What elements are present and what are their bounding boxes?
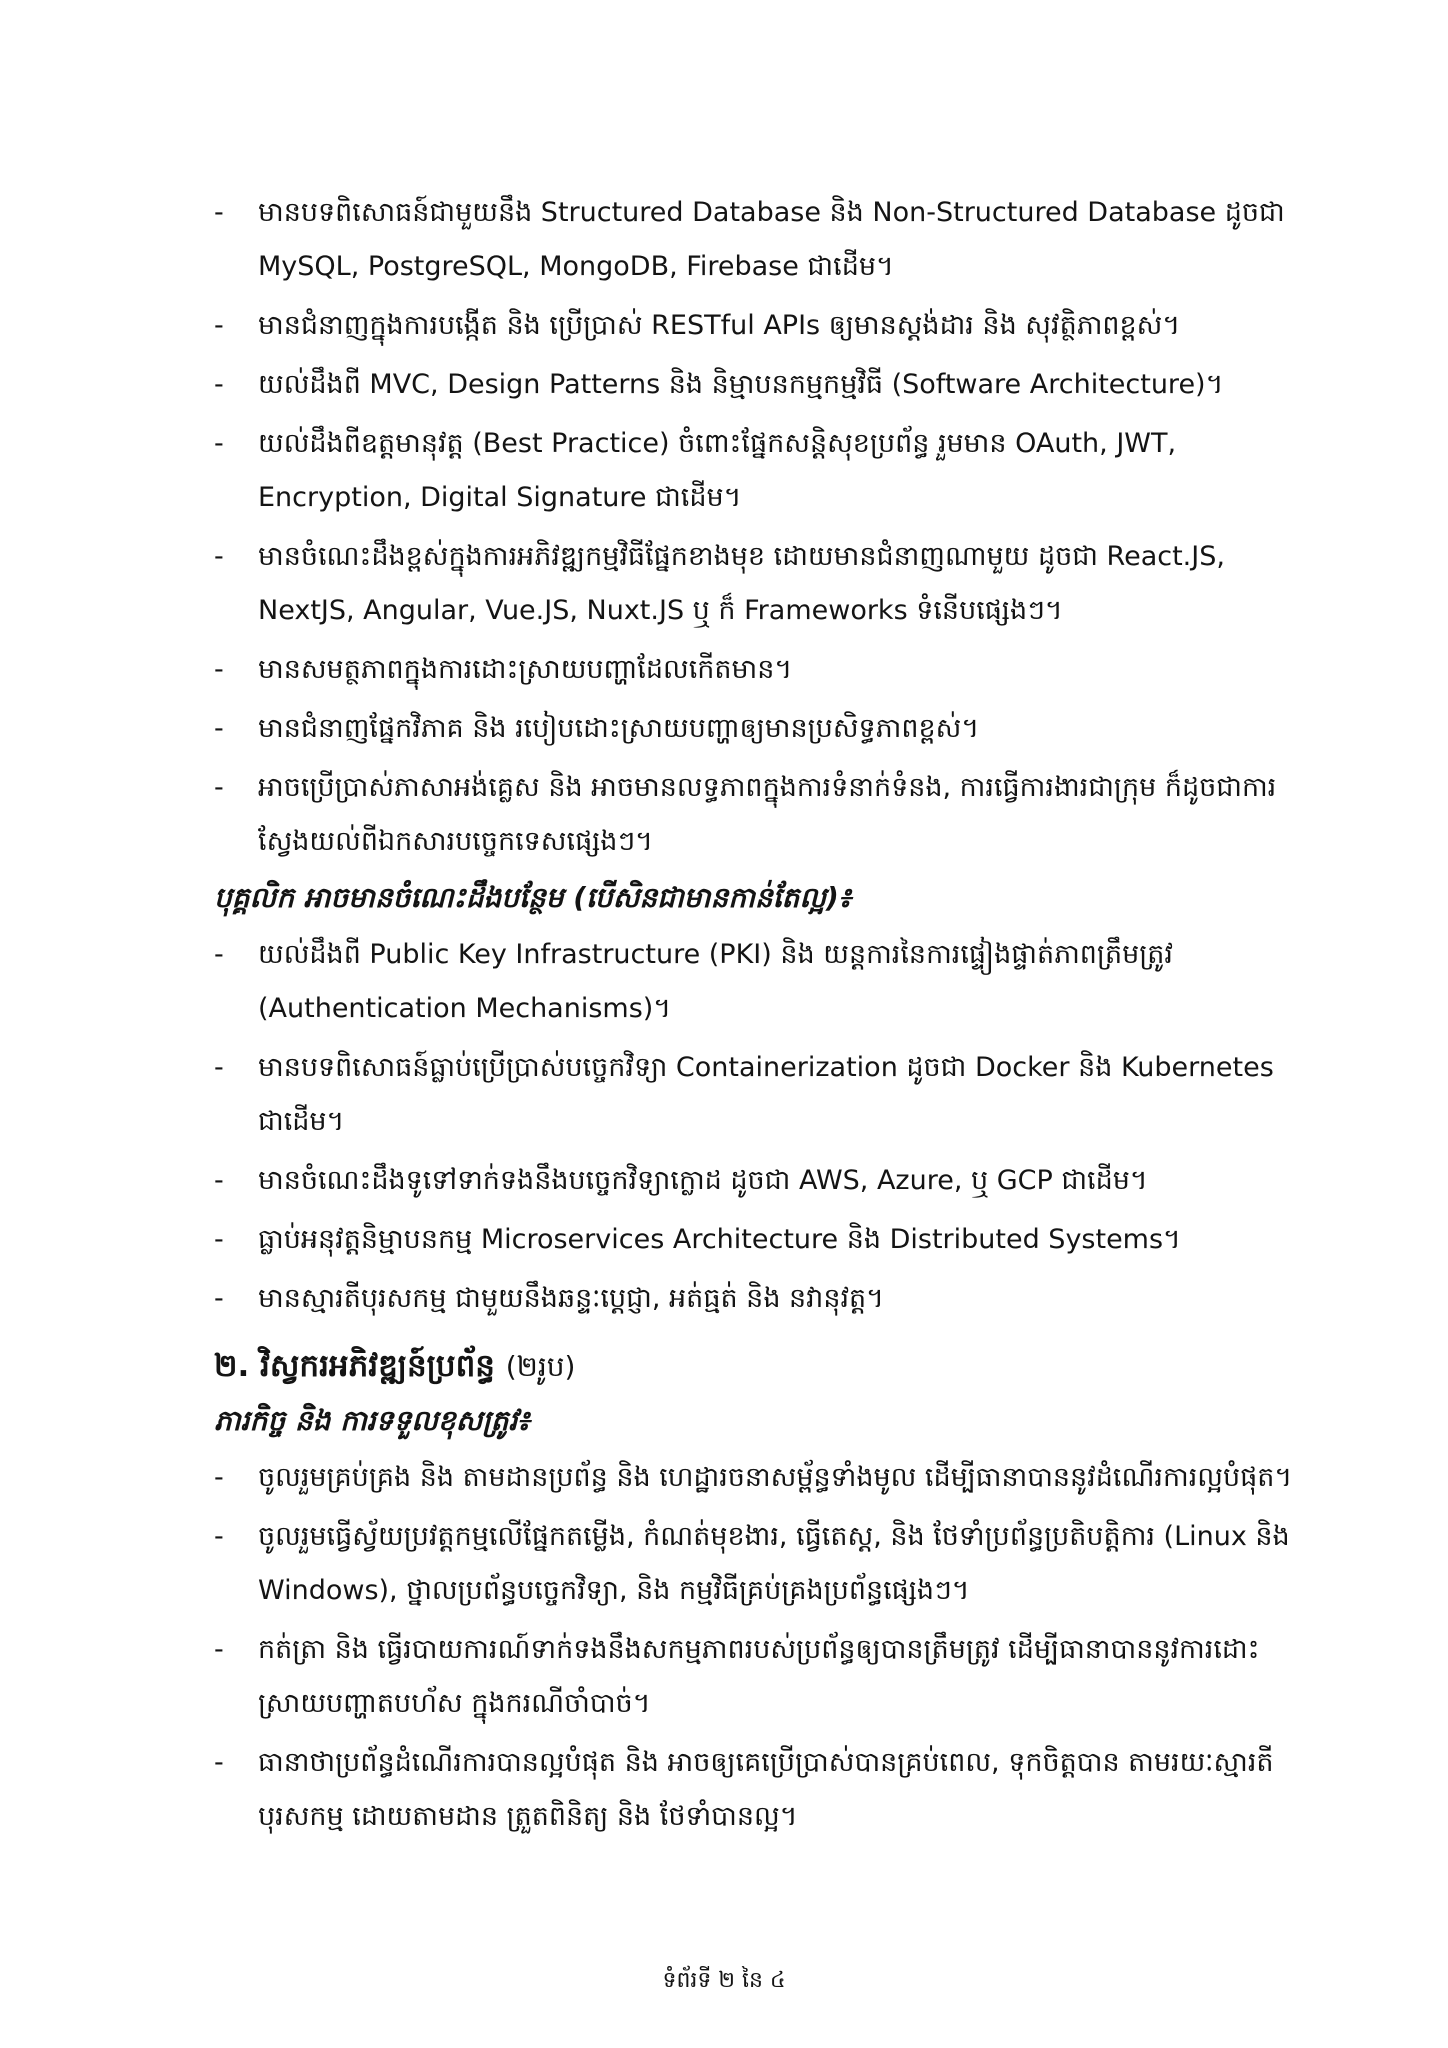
bullet-dash: - <box>214 1224 224 1255</box>
bullet-dash: - <box>214 541 224 572</box>
requirements-list <box>0 186 1448 869</box>
list-item-text: យល់ដឹងពី MVC, Design Patterns និង និម្មាបនកម្មកម្មវិធី (Software Architecture)។ <box>258 369 1224 400</box>
list-item <box>0 761 1448 869</box>
bullet-dash: - <box>214 1052 224 1083</box>
list-item-text: មានស្មារតីបុរសកម្ម ជាមួយនឹងឆន្ទៈប្តេជ្ញា, អត់ធ្មត់ និង នវានុវត្ត។ <box>258 1283 884 1314</box>
list-item <box>0 1154 1448 1208</box>
duties-list <box>0 1451 1448 1844</box>
bullet-dash: - <box>214 772 224 803</box>
bullet-dash: - <box>214 1462 224 1493</box>
section-2-title-text: ២. វិស្វករអភិវឌ្ឍន៍ប្រព័ន្ធ <box>214 1348 495 1384</box>
list-item-text: កត់ត្រា និង ធ្វើរបាយការណ៍ទាក់ទងនឹងសកម្មភាពរបស់ប្រព័ន្ធឲ្យបានត្រឹមត្រូវ ដើម្បីធានាបាននូវការដោះស្រាយបញ្ហាតបហ័ស ក្នុងករណីចាំបាច់។ <box>258 1634 1260 1719</box>
list-item-text: មានបទពិសោធន៍ជាមួយនឹង Structured Database និង Non-Structured Database ដូចជា MySQL, PostgreSQL, MongoDB, Firebase ជាដើម។ <box>258 197 1285 282</box>
bonus-knowledge-heading: បុគ្គលិក អាចមានចំណេះដឹងបន្ថែម (បើសិនជាមានកាន់តែល្អ)៖ <box>214 881 852 914</box>
list-item <box>0 643 1448 697</box>
list-item-text: យល់ដឹងពី Public Key Infrastructure (PKI) និង យន្តការនៃការផ្ទៀងផ្ទាត់ភាពត្រឹមត្រូវ (Authentication Mechanisms)។ <box>258 939 1173 1024</box>
list-item <box>0 1623 1448 1731</box>
duties-heading: ភារកិច្ច និង ការទទួលខុសត្រូវ៖ <box>214 1404 530 1437</box>
list-item-text: ចូលរួមធ្វើស្វ័យប្រវត្តកម្មលើផ្នែកតម្លើង, កំណត់មុខងារ, ធ្វើតេស្ត, និង ថែទាំប្រព័ន្ធប្រតិបត្តិការ (Linux និង Windows), ថ្នាលប្រព័ន្ធបច្ចេកវិទ្យា, និង កម្មវិធីគ្រប់គ្រងប្រព័ន្ធផ្សេងៗ។ <box>258 1521 1290 1606</box>
list-item-text: ចូលរួមគ្រប់គ្រង និង តាមដានប្រព័ន្ធ និង ហេដ្ឋារចនាសម្ព័ន្ធទាំងមូល ដើម្បីធានាបាននូវដំណើរការល្អបំផុត។ <box>258 1462 1293 1493</box>
bullet-dash: - <box>214 310 224 341</box>
bullet-dash: - <box>214 939 224 970</box>
bullet-dash: - <box>214 1634 224 1665</box>
list-item-text: មានចំណេះដឹងទូទៅទាក់ទងនឹងបច្ចេកវិទ្យាក្លោដ ដូចជា AWS, Azure, ឬ GCP ជាដើម។ <box>258 1165 1148 1196</box>
list-item <box>0 299 1448 353</box>
list-item-text: មានចំណេះដឹងខ្ពស់ក្នុងការអភិវឌ្ឍកម្មវិធីផ្នែកខាងមុខ ដោយមានជំនាញណាមួយ ដូចជា React.JS, NextJS, Angular, Vue.JS, Nuxt.JS ឬ ក៏ Frameworks ទំនើបផ្សេងៗ។ <box>258 541 1225 626</box>
bullet-dash: - <box>214 1747 224 1778</box>
list-item-text: អាចប្រើប្រាស់ភាសាអង់គ្លេស និង អាចមានលទ្ធភាពក្នុងការទំនាក់ទំនង, ការធ្វើការងារជាក្រុម ក៏ដូចជាការស្វែងយល់ពីឯកសារបច្ចេកទេសផ្សេងៗ។ <box>258 772 1277 857</box>
list-item-text: យល់ដឹងពីឧត្តមានុវត្ត (Best Practice) ចំពោះផ្នែកសន្តិសុខប្រព័ន្ធ រួមមាន OAuth, JWT, Encryption, Digital Signature ជាដើម។ <box>258 428 1177 513</box>
list-item <box>0 1213 1448 1267</box>
list-item <box>0 1451 1448 1505</box>
list-item-text: មានជំនាញផ្នែកវិភាគ និង របៀបដោះស្រាយបញ្ហាឲ្យមានប្រសិទ្ធភាពខ្ពស់។ <box>258 713 980 744</box>
list-item-text: ធ្លាប់អនុវត្តនិម្មាបនកម្ម Microservices Architecture និង Distributed Systems។ <box>258 1224 1181 1255</box>
list-item <box>0 702 1448 756</box>
section-2-title <box>0 1336 1448 1397</box>
bullet-dash: - <box>214 369 224 400</box>
bonus-knowledge-list <box>0 928 1448 1326</box>
list-item <box>0 530 1448 638</box>
section-2-count: (២រូប) <box>505 1350 576 1383</box>
list-item <box>0 1272 1448 1326</box>
list-item <box>0 358 1448 412</box>
list-item <box>0 1510 1448 1618</box>
bullet-dash: - <box>214 428 224 459</box>
list-item-text: មានបទពិសោធន៍ធ្លាប់ប្រើប្រាស់បច្ចេកវិទ្យា Containerization ដូចជា Docker និង Kubernetes ជាដើម។ <box>258 1052 1274 1137</box>
bullet-dash: - <box>214 197 224 228</box>
list-item <box>0 1041 1448 1149</box>
bullet-dash: - <box>214 713 224 744</box>
bullet-dash: - <box>214 654 224 685</box>
list-item-text: មានជំនាញក្នុងការបង្កើត និង ប្រើប្រាស់ RESTful APIs ឲ្យមានស្តង់ដារ និង សុវត្ថិភាពខ្ពស់។ <box>258 310 1181 341</box>
bullet-dash: - <box>214 1283 224 1314</box>
list-item <box>0 928 1448 1036</box>
bullet-dash: - <box>214 1165 224 1196</box>
list-item <box>0 417 1448 525</box>
list-item <box>0 186 1448 294</box>
bullet-dash: - <box>214 1521 224 1552</box>
list-item <box>0 1736 1448 1844</box>
list-item-text: ធានាថាប្រព័ន្ធដំណើរការបានល្អបំផុត និង អាចឲ្យគេប្រើប្រាស់បានគ្រប់ពេល, ទុកចិត្តបាន តាមរយៈស្មារតីបុរសកម្ម ដោយតាមដាន ត្រួតពិនិត្យ និង ថែទាំបានល្អ។ <box>258 1747 1274 1832</box>
list-item-text: មានសមត្ថភាពក្នុងការដោះស្រាយបញ្ហាដែលកើតមាន។ <box>258 654 793 685</box>
page-number: ទំព័រទី ២ នៃ ៤ <box>662 1968 786 1993</box>
document-body <box>0 186 1448 1849</box>
